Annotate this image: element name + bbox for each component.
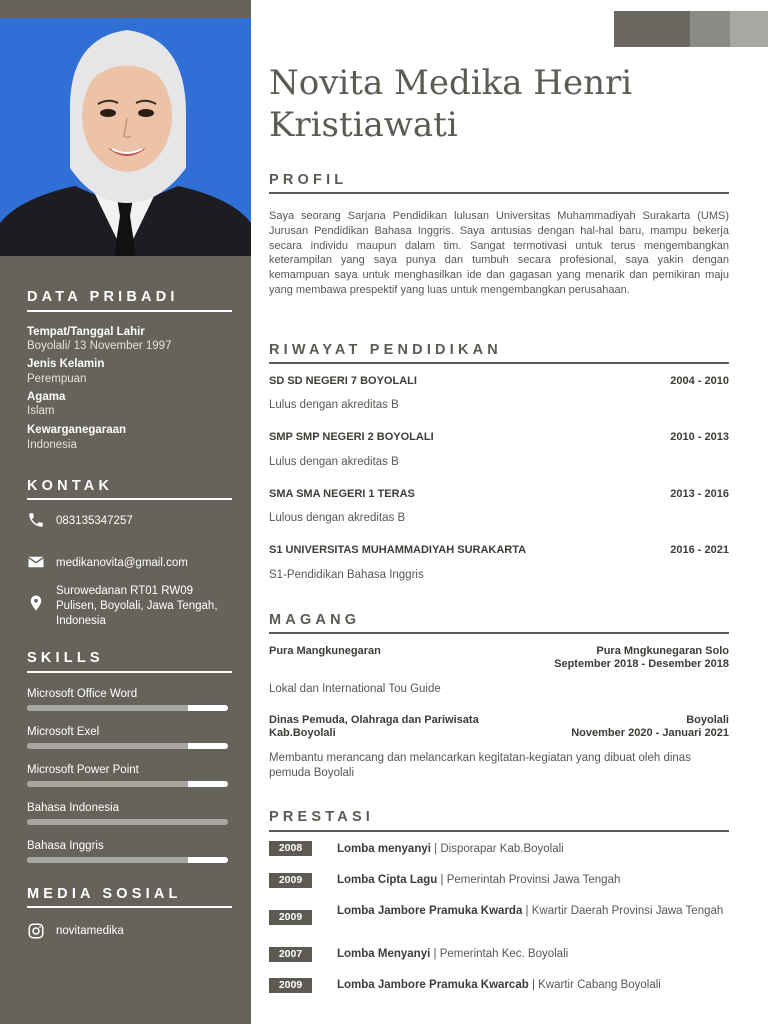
skill-bar-word [27,705,228,711]
magang-place: Pura Mngkunegaran Solo [596,645,729,657]
magang-org: Pura Mangkunegaran [269,645,381,657]
profil-rule [269,192,729,194]
prestasi-year-badge: 2009 [269,873,312,888]
profil-title: PROFIL [269,172,348,188]
skill-label-powerpoint: Microsoft Power Point [27,764,139,776]
profile-photo [0,18,251,256]
skill-label-word: Microsoft Office Word [27,688,138,700]
skills-title: SKILLS [27,650,104,666]
edu-years: 2004 - 2010 [670,375,729,387]
religion-value: Islam [27,405,55,417]
magang-desc: Lokal dan International Tou Guide [269,683,441,695]
skill-fill [27,857,188,863]
prestasi-entry: Lomba Cipta Lagu | Pemerintah Provinsi Jawa Tengah [337,874,621,886]
edu-school: SMP SMP NEGERI 2 BOYOLALI [269,431,434,443]
magang-period: November 2020 - Januari 2021 [571,727,729,739]
sidebar [0,0,251,1024]
prestasi-org: Pemerintah Kec. Boyolali [439,948,569,960]
media-sosial-title: MEDIA SOSIAL [27,886,182,902]
address-line-1: Surowedanan RT01 RW09 [56,585,194,597]
citizenship-value: Indonesia [27,439,77,451]
skill-label-inggris: Bahasa Inggris [27,840,104,852]
magang-place-period [489,714,729,740]
email-address[interactable]: medikanovita@gmail.com [56,557,188,569]
edu-note: S1-Pendidikan Bahasa Inggris [269,569,424,581]
skill-bar-inggris [27,857,228,863]
magang-desc: Membantu merancang dan melancarkan kegitatan-kegiatan yang dibuat oleh dinas pemuda Boyolali [269,752,691,779]
gender-label: Jenis Kelamin [27,358,105,370]
skill-bar-indonesia [27,819,228,825]
skill-bar-excel [27,743,228,749]
pendidikan-title: RIWAYAT PENDIDIKAN [269,342,502,358]
edu-note: Lulous dengan akreditas B [269,512,406,524]
full-name-line-2: Kristiawati [269,105,458,145]
instagram-handle[interactable]: novitamedika [56,925,124,937]
skill-bar-powerpoint [27,781,228,787]
edu-school: S1 UNIVERSITAS MUHAMMADIYAH SURAKARTA [269,544,527,556]
edu-years: 2013 - 2016 [670,488,729,500]
kontak-rule [27,498,232,500]
prestasi-year-badge: 2009 [269,978,312,993]
location-pin-icon [27,594,45,612]
skill-fill [27,743,188,749]
prestasi-org: Pemerintah Provinsi Jawa Tengah [446,874,621,886]
magang-title: MAGANG [269,612,361,628]
decor-block-dark [614,11,690,47]
prestasi-org: Disporapar Kab.Boyolali [440,843,564,855]
birth-label: Tempat/Tanggal Lahir [27,326,145,338]
prestasi-org: Kwartir Daerah Provinsi Jawa Tengah [531,905,724,917]
magang-rule [269,632,729,634]
prestasi-org: Kwartir Cabang Boyolali [538,979,661,991]
portrait-illustration [0,18,251,256]
birth-value: Boyolali/ 13 November 1997 [27,340,172,352]
profil-text: Saya seorang Sarjana Pendidikan lulusan Universitas Muhammadiyah Surakarta (UMS) Jurusan Pendidikan Bahasa Inggris. Saya antusias dengan hal-hal baru, mampu bekerja secara individu maupun dalam tim. Sangat termotivasi untuk terus mengembangkan keterampilan yang saya punya dan tumbuh secara profesional, saya yakin dengan kemampuan saya untuk menghasilkan ide dan gagasan yang menarik dan pemikiran maju yang membawa prespektif yang luas untuk mengembangkan perusahaan. [269,210,729,296]
phone-number[interactable]: 083135347257 [56,515,133,527]
media-sosial-rule [27,906,232,908]
magang-place-period [489,645,729,671]
pendidikan-rule [269,362,729,364]
magang-period: September 2018 - Desember 2018 [554,658,729,670]
prestasi-rule [269,830,729,832]
instagram-icon [27,922,45,940]
kontak-title: KONTAK [27,478,114,494]
data-pribadi-rule [27,310,232,312]
prestasi-title: PRESTASI [269,809,375,825]
edu-school: SD SD NEGERI 7 BOYOLALI [269,375,417,387]
prestasi-entry: Lomba Jambore Pramuka Kwarda | Kwartir Daerah Provinsi Jawa Tengah [337,905,724,917]
data-pribadi-title: DATA PRIBADI [27,289,179,305]
prestasi-entry: Lomba menyanyi | Disporapar Kab.Boyolali [337,843,564,855]
skills-rule [27,671,232,673]
prestasi-entry: Lomba Jambore Pramuka Kwarcab | Kwartir Cabang Boyolali [337,979,661,991]
phone-icon [27,511,45,529]
magang-org: Dinas Pemuda, Olahraga dan Pariwisata Kab.Boyolali [269,714,479,739]
skill-label-indonesia: Bahasa Indonesia [27,802,120,814]
gender-value: Perempuan [27,373,87,385]
prestasi-entry: Lomba Menyanyi | Pemerintah Kec. Boyolali [337,948,569,960]
edu-note: Lulus dengan akreditas B [269,456,399,468]
skill-fill [27,781,188,787]
skill-label-excel: Microsoft Exel [27,726,100,738]
decor-block-light [730,11,768,47]
edu-years: 2016 - 2021 [670,544,729,556]
address [56,584,218,629]
prestasi-year-badge: 2009 [269,910,312,925]
prestasi-name: Lomba Menyanyi [337,948,431,960]
address-line-3: Indonesia [56,615,106,627]
skill-fill [27,705,188,711]
skill-fill [27,819,228,825]
edu-school: SMA SMA NEGERI 1 TERAS [269,488,415,500]
prestasi-name: Lomba Jambore Pramuka Kwarda [337,905,523,917]
prestasi-year-badge: 2008 [269,841,312,856]
address-line-2: Pulisen, Boyolali, Jawa Tengah, [56,600,218,612]
prestasi-year-badge: 2007 [269,947,312,962]
citizenship-label: Kewarganegaraan [27,424,127,436]
decor-block-mid [690,11,730,47]
full-name [269,62,632,146]
prestasi-name: Lomba Cipta Lagu [337,874,438,886]
prestasi-name: Lomba menyanyi [337,843,431,855]
prestasi-name: Lomba Jambore Pramuka Kwarcab [337,979,529,991]
edu-years: 2010 - 2013 [670,431,729,443]
edu-note: Lulus dengan akreditas B [269,399,399,411]
email-icon [27,553,45,571]
religion-label: Agama [27,391,66,403]
magang-place: Boyolali [686,714,729,726]
full-name-line-1: Novita Medika Henri [269,63,633,103]
